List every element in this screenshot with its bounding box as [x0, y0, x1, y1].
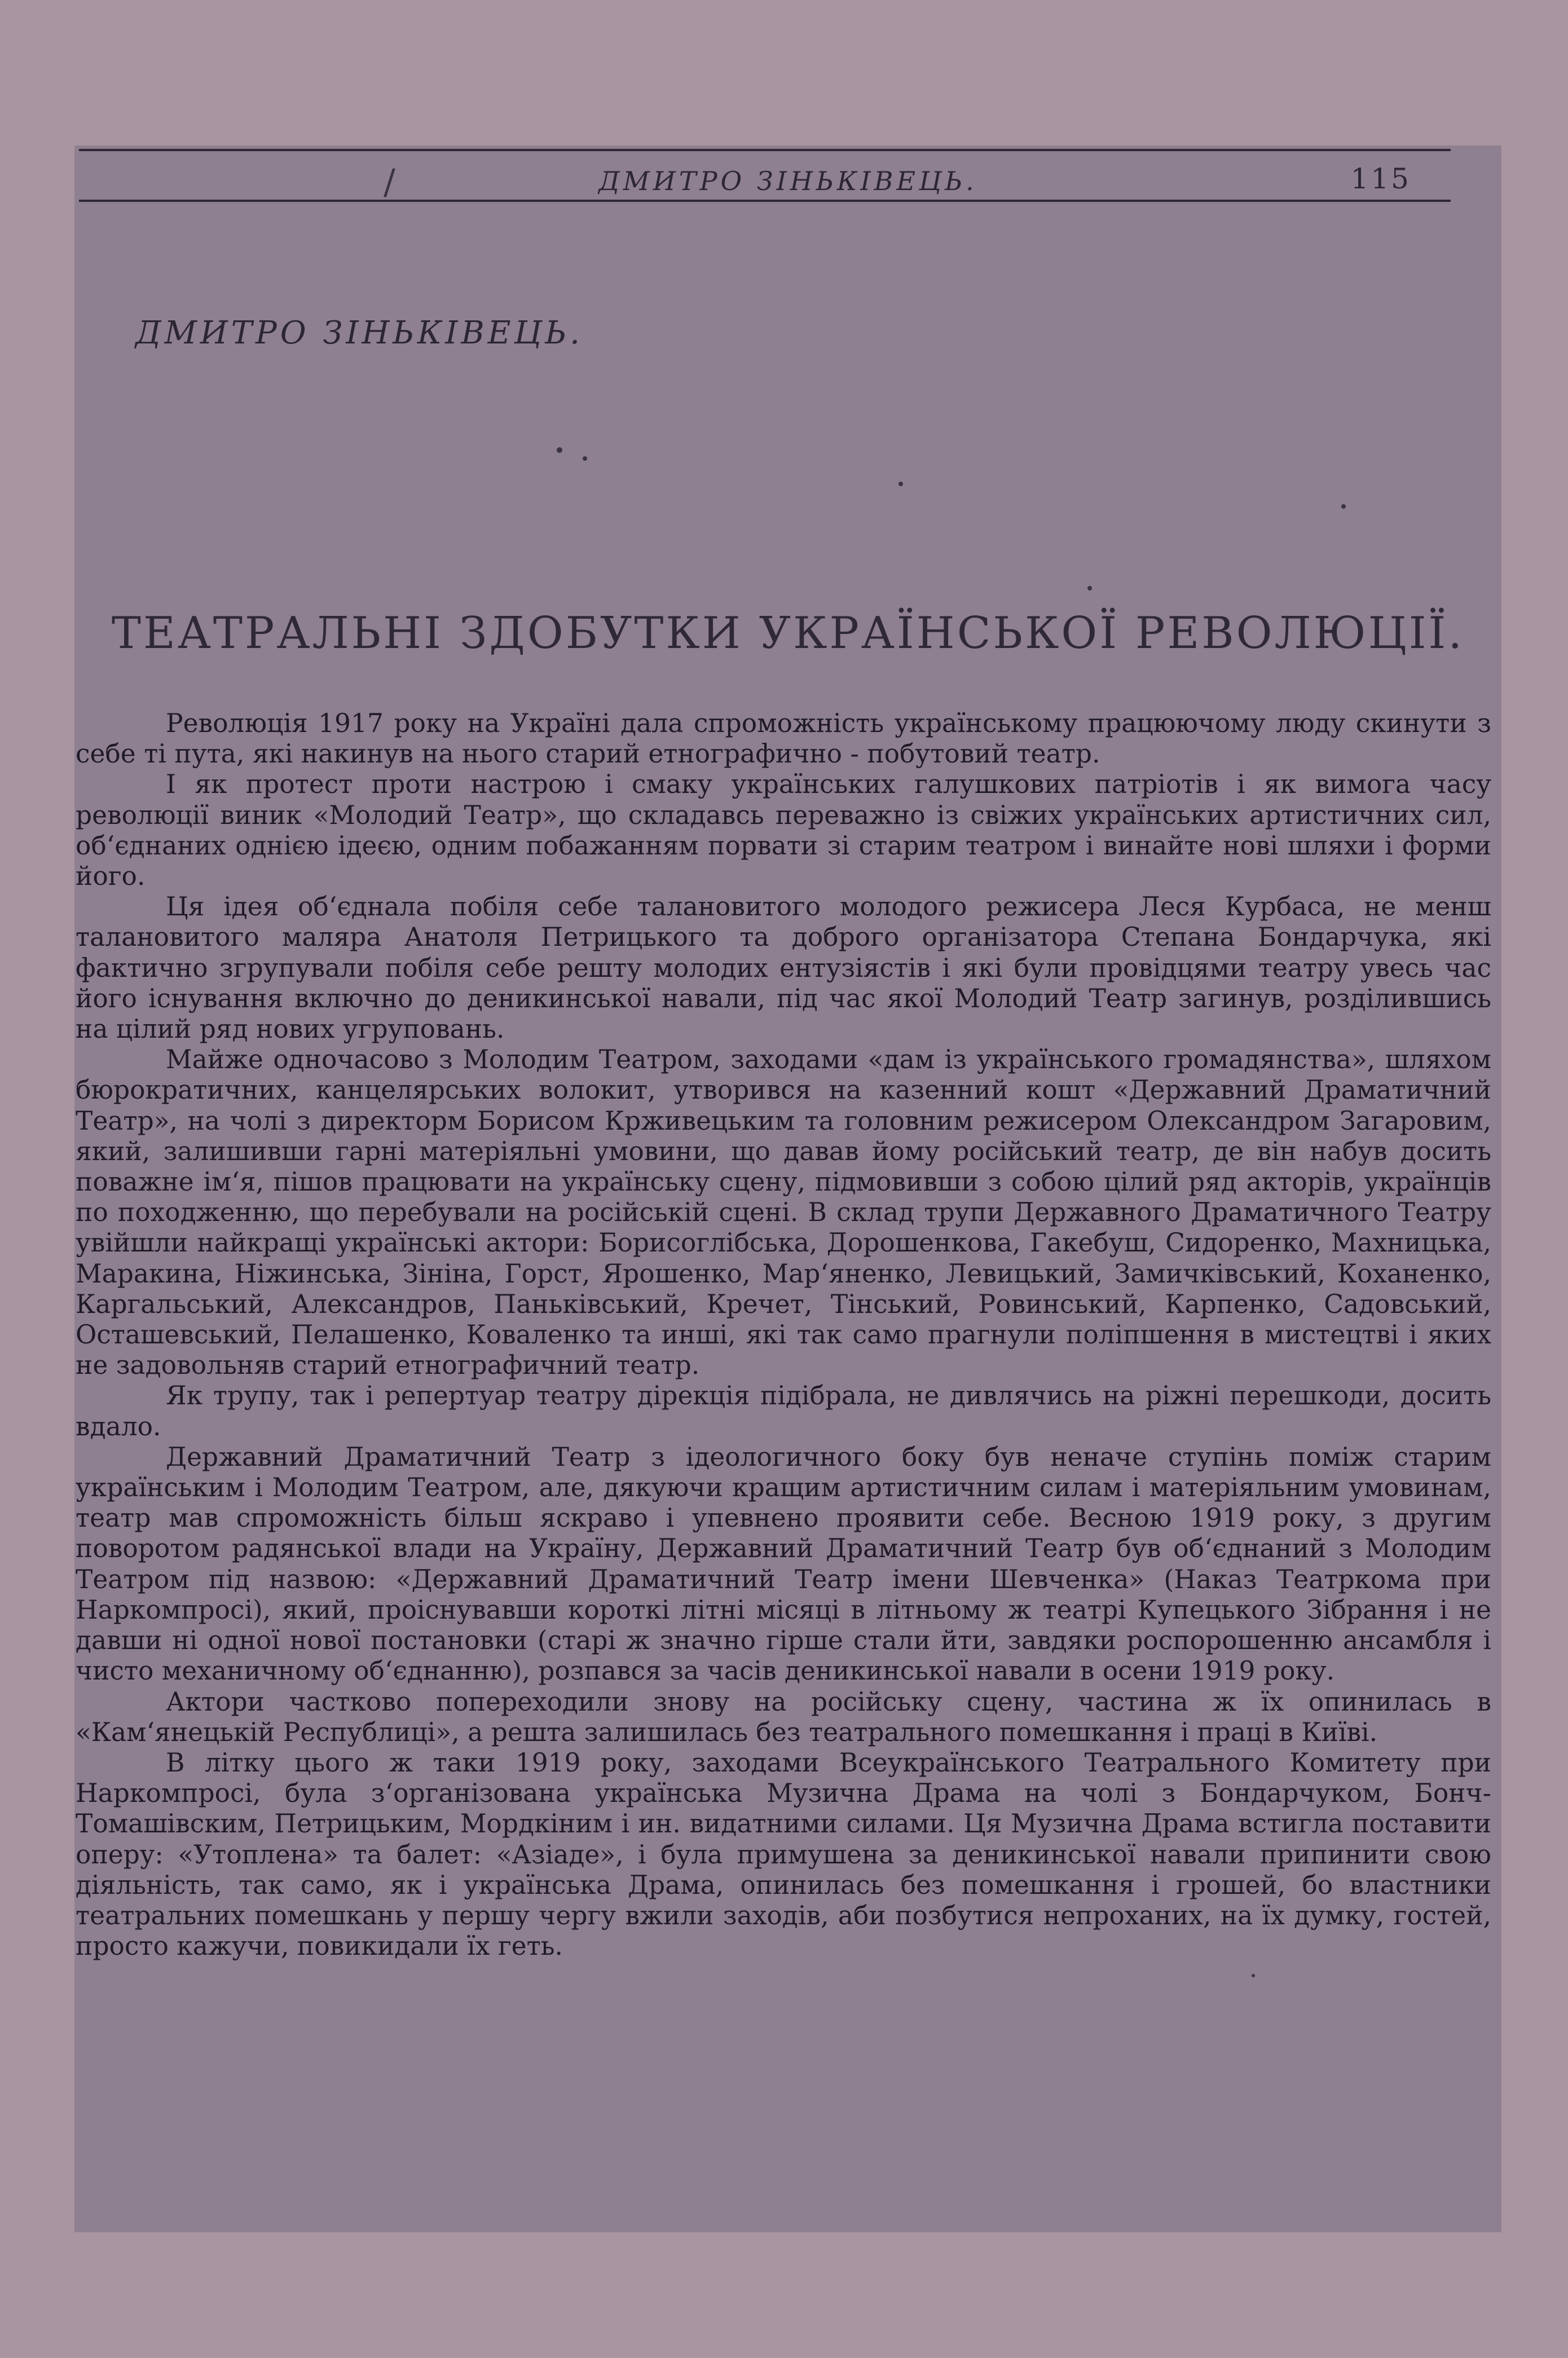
paragraph: Як трупу, так і репертуар театру дірекція підібрала, не дивлячись на ріжні перешкоди, досить вдало.	[76, 1381, 1491, 1442]
article-body	[76, 708, 1491, 1962]
running-head: ДМИТРО ЗІНЬКІВЕЦЬ.	[598, 166, 977, 196]
header-rule-bottom	[79, 200, 1451, 202]
paragraph: Актори частково попереходили знову на російську сцену, частина ж їх опинилась в «Кам‘янецькій Республиці», а решта залишилась без театрального помешкання і праці в Київі.	[76, 1686, 1491, 1747]
paragraph: Ця ідея об‘єднала побіля себе талановитого молодого режисера Леся Курбаса, не менш талановитого маляра Анатоля Петрицького та доброго організатора Степана Бондарчука, які фактично згрупували побіля себе решту молодих ентузіястів і які були провідцями театру увесь час його існування включно до деникинської навали, під час якої Молодий Театр загинув, розділившись на цілий ряд нових угруповань.	[76, 892, 1491, 1044]
paragraph: В літку цього ж таки 1919 року, заходами Всеукраїнського Театрального Комитету при Наркомпросі, була з‘організована українська Музична Драма на чолі з Бондарчуком, Бонч-Томашівским, Петрицьким, Мордкіним і ин. видатними силами. Ця Музична Драма встигла поставити оперу: «Утоплена» та балет: «Азіаде», і була примушена за деникинської навали припинити свою діяльність, так само, як і українська Драма, опинилась без помешкання і грошей, бо властники театральних помешкань у першу чергу вжили заходів, аби позбутися непроханих, на їх думку, гостей, просто кажучи, повикидали їх геть.	[76, 1747, 1491, 1962]
paragraph: Революція 1917 року на Україні дала спроможність українському працюючому люду скинути з себе ті пута, які накинув на нього старий етнографично - побутовий театр.	[76, 708, 1491, 769]
paragraph: Державний Драматичний Театр з ідеологичного боку був неначе ступінь поміж старим українським і Молодим Театром, але, дякуючи кращим артистичним силам і матеріяльним умовинам, театр мав спроможність більш яскраво і упевнено проявити себе. Весною 1919 року, з другим поворотом радянської влади на Україну, Державний Драматичний Театр був об‘єднаний з Молодим Театром під назвою: «Державний Драматичний Театр імени Шевченка» (Наказ Театркома при Наркомпросі), який, проіснувавши короткі літні місяці в літньому ж театрі Купецького Зібрання і не давши ні одної нової постановки (старі ж значно гірше стали йти, завдяки роспорошенню ансамбля і чисто механичному об‘єднанню), розпався за часів деникинської навали в осени 1919 року.	[76, 1442, 1491, 1686]
page-number: 115	[1350, 162, 1411, 195]
paragraph: Майже одночасово з Молодим Театром, заходами «дам із українського громадянства», шляхом бюрократичних, канцелярських волокит, утворився на казенний кошт «Державний Драматичний Театр», на чолі з директорм Борисом Крживецьким та головним режисером Олександром Загаровим, який, залишивши гарні матеріяльні умовини, що давав йому російський театр, де він набув досить поважне ім‘я, пішов працювати на українську сцену, підмовивши з собою цілий ряд акторів, українців по походженню, що перебували на російській сцені. В склад трупи Державного Драматичного Театру увійшли найкращі українські актори: Борисоглібська, Дорошенкова, Гакебуш, Сидоренко, Махницька, Маракина, Ніжинська, Зініна, Горст, Ярошенко, Мар‘яненко, Левицький, Замичківський, Коханенко, Каргальський, Александров, Паньківський, Кречет, Тінський, Ровинський, Карпенко, Садовський, Осташевський, Пелашенко, Коваленко та инші, які так само прагнули поліпшення в мистецтві і яких не задовольняв старий етнографичний театр.	[76, 1044, 1491, 1381]
paragraph: І як протест проти настрою і смаку українських галушкових патріотів і як вимога часу революції виник «Молодий Театр», що складавсь переважно із свіжих українських артистичних сил, об‘єднаних однією ідеєю, одним побажанням порвати зі старим театром і винайте нові шляхи і форми його.	[76, 769, 1491, 892]
header-rule-top	[79, 149, 1451, 151]
article-author: ДМИТРО ЗІНЬКІВЕЦЬ.	[135, 315, 583, 351]
header-pencil-mark: /	[384, 161, 395, 202]
document-page	[74, 146, 1501, 2232]
article-title: ТЕАТРАЛЬНІ ЗДОБУТКИ УКРАЇНСЬКОЇ РЕВОЛЮЦІЇ.	[111, 608, 1465, 659]
